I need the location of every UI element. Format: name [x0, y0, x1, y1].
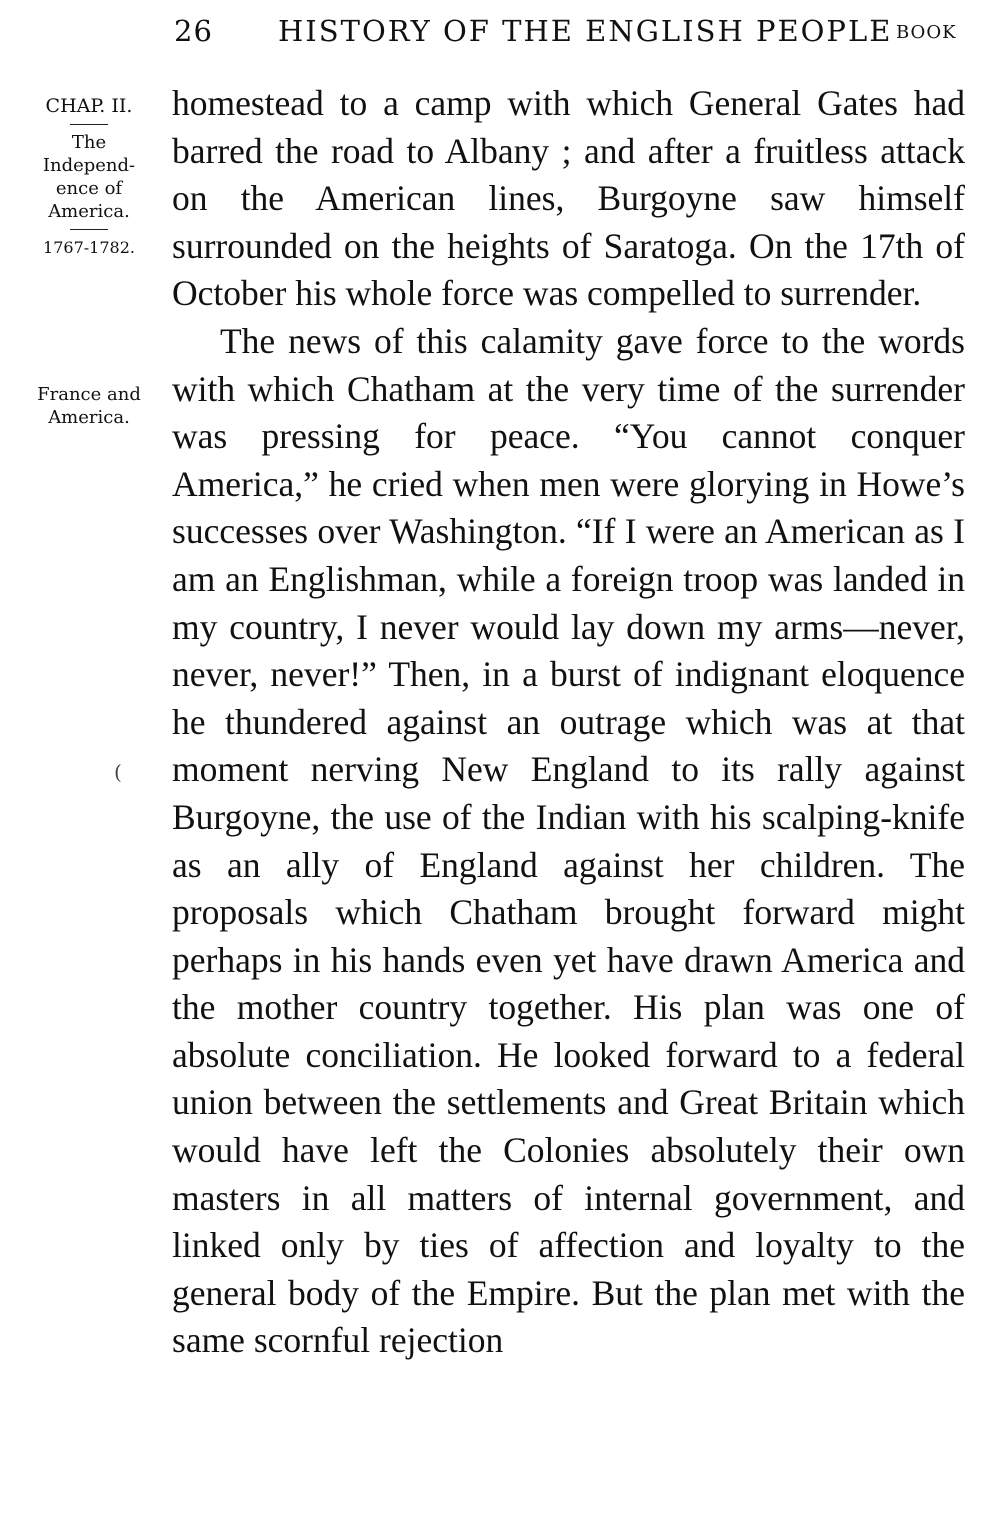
paragraph: homestead to a camp with which General Gates had barred the road to Albany ; and after a fruitless attack on the American lines, Burgoyne saw himself surrounded on the heights of Saratoga. On the 17th of October his whole force was compelled to surrender.: [172, 83, 965, 314]
running-header: [0, 14, 1000, 54]
chapter-label: CHAP. II.: [45, 95, 133, 117]
topic-line: Independ-: [42, 155, 136, 176]
stray-mark: (: [114, 760, 122, 784]
margin-rule: [70, 124, 108, 125]
topic-line: The: [71, 132, 107, 153]
margin-note-line: France and: [37, 384, 141, 405]
book-label: BOOK: [896, 22, 957, 43]
margin-note-france: [24, 383, 154, 429]
topic-line: ence of: [55, 178, 123, 199]
page-number: 26: [174, 14, 213, 48]
margin-note-line: America.: [48, 407, 130, 428]
margin-rule: [70, 229, 108, 230]
topic-line: America.: [48, 201, 130, 222]
body-text: [172, 80, 965, 1365]
running-title: HISTORY OF THE ENGLISH PEOPLE: [278, 14, 893, 48]
margin-note-chapter: [24, 95, 154, 259]
paragraph: The news of this calamity gave force to the words with which Chatham at the very time of the surrender was pressing for peace. “You cannot conquer America,” he cried when men were glorying in Howe’s successes over Washington. “If I were an American as I am an Englishman, while a foreign troop was landed in my country, I never would lay down my arms—never, never, never!” Then, in a burst of indignant eloquence he thundered against an outrage which was at that moment nerving New England to its rally against Burgoyne, the use of the Indian with his scalping-knife as an ally of England against her children. The proposals which Chatham brought forward might perhaps in his hands even yet have drawn America and the mother country together. His plan was one of absolute conciliation. He looked forward to a federal union between the settlements and Great Britain which would have left the Colonies absolutely their own masters in all matters of internal government, and linked only by ties of affection and loyalty to the general body of the Empire. But the plan met with the same scornful rejection: [172, 320, 965, 1361]
date-range: 1767-1782.: [43, 238, 135, 257]
